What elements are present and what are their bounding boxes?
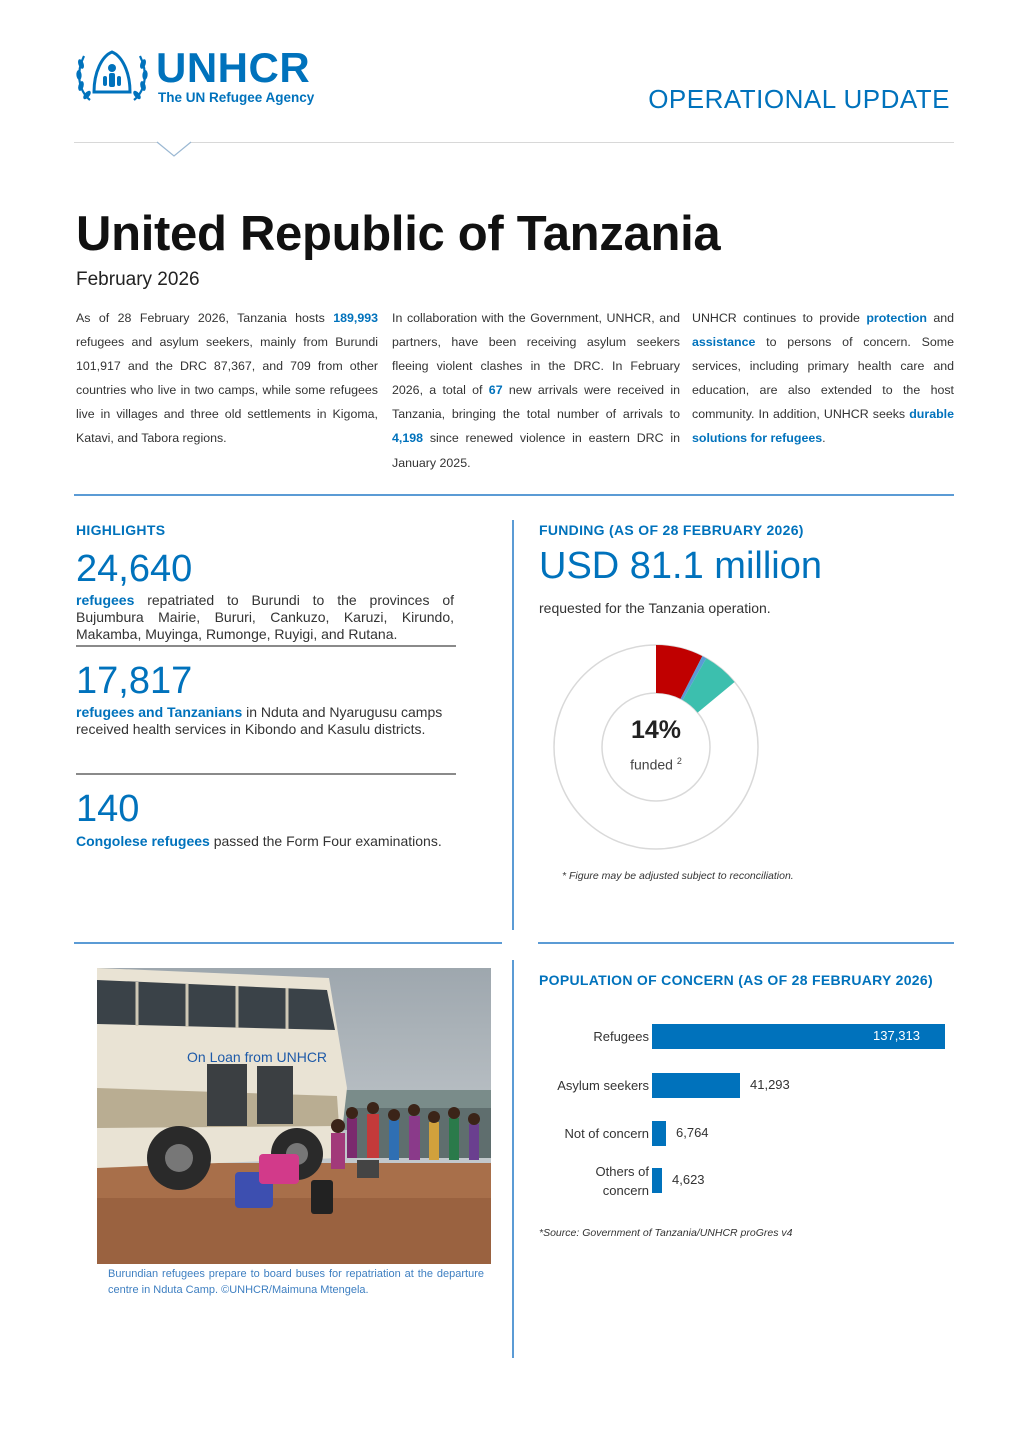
- population-bar-chart: [539, 1016, 954, 1216]
- logo-tagline: The UN Refugee Agency: [158, 90, 315, 105]
- bar-value-label: 137,313: [873, 1028, 920, 1043]
- section-divider: [74, 494, 954, 496]
- highlight-divider: [76, 773, 456, 775]
- population-source: *Source: Government of Tanzania/UNHCR proGres v4: [539, 1227, 793, 1239]
- intro-text: In collaboration with the Government, UNHCR, and partners, have been receiving asylum seekers fleeing violent clashes in the DRC. In February 2026, a total of: [392, 311, 680, 398]
- intro-text: As of 28 February 2026, Tanzania hosts: [76, 311, 334, 325]
- bar-value-label: 4,623: [672, 1172, 705, 1187]
- bar-value-label: 6,764: [676, 1125, 709, 1140]
- footnote-marker: 2: [676, 756, 682, 766]
- highlight-link[interactable]: refugees and Tanzanians: [76, 704, 243, 720]
- unhcr-logo: [74, 42, 344, 108]
- highlight-number: 24,640: [76, 548, 193, 590]
- intro-text: .: [822, 431, 826, 446]
- funded-label: [606, 756, 706, 773]
- bus-lettering: On Loan from UNHCR: [187, 1049, 328, 1065]
- bar: [652, 1073, 740, 1098]
- population-heading: POPULATION OF CONCERN (AS OF 28 FEBRUARY 2026): [539, 972, 933, 988]
- assistance-link[interactable]: assistance: [692, 335, 756, 350]
- intro-text: to persons of concern. Some services, including primary health care and education, are also extended to the host community. In addition, UNHCR seeks: [692, 335, 954, 422]
- column-divider: [512, 520, 514, 930]
- intro-text: refugees and asylum seekers, mainly from Burundi 101,917 and the DRC 87,367, and 709 from other countries who live in two camps, while some refugees live in villages and three old settlements in Kigoma, Katavi, and Tabora regions.: [76, 335, 378, 446]
- funded-label-text: funded: [630, 756, 673, 773]
- photo-caption: Burundian refugees prepare to board buses for repatriation at the departure centre in Nduta Camp. ©UNHCR/Maimuna Mtengela.: [108, 1268, 484, 1296]
- report-date: February 2026: [76, 269, 200, 290]
- intro-link[interactable]: 67: [488, 383, 503, 398]
- highlights-heading: HIGHLIGHTS: [76, 522, 166, 538]
- highlight-text: [76, 704, 454, 738]
- highlight-number: 140: [76, 788, 140, 830]
- bar-value-label: 41,293: [750, 1077, 790, 1092]
- unhcr-emblem-icon: [74, 42, 150, 108]
- highlight-body: passed the Form Four examinations.: [209, 833, 442, 849]
- funding-amount: USD 81.1 million: [539, 545, 822, 587]
- bar-label: Asylum seekers: [557, 1078, 649, 1093]
- column-divider: [512, 960, 514, 1358]
- highlight-link[interactable]: refugees: [76, 592, 135, 608]
- section-divider: [74, 942, 502, 944]
- funding-donut-chart: [550, 638, 762, 856]
- intro-text: since renewed violence in eastern DRC in January 2025.: [392, 431, 680, 470]
- section-divider: [538, 942, 954, 944]
- protection-link[interactable]: protection: [866, 311, 927, 325]
- repatriation-photo: [97, 968, 491, 1264]
- highlight-link[interactable]: Congolese refugees: [76, 833, 210, 849]
- highlight-divider: [76, 645, 456, 647]
- funding-heading: FUNDING (AS OF 28 FEBRUARY 2026): [539, 522, 804, 538]
- header-notch-icon: [156, 141, 192, 159]
- durable-solutions-link[interactable]: durable solutions for refugees: [692, 407, 954, 446]
- highlight-body: in Nduta and Nyarugusu camps received health services in Kibondo and Kasulu districts.: [76, 704, 443, 737]
- highlight-text: [76, 592, 454, 643]
- bar-label: Others of concern: [595, 1164, 649, 1198]
- bar-label: Refugees: [593, 1029, 649, 1044]
- logo-name: UNHCR: [156, 44, 311, 91]
- intro-column-2: [392, 306, 680, 475]
- intro-link[interactable]: 189,993: [333, 311, 378, 325]
- donut-inner-ring: [602, 693, 710, 801]
- intro-link[interactable]: 4,198: [392, 431, 424, 446]
- bar: [652, 1121, 666, 1146]
- page-title: United Republic of Tanzania: [76, 207, 721, 261]
- intro-text: new arrivals were received in Tanzania, bringing the total number of arrivals to: [392, 383, 681, 422]
- bar-label: Not of concern: [564, 1126, 649, 1141]
- bar: [652, 1168, 662, 1193]
- report-type-label: OPERATIONAL UPDATE: [648, 84, 950, 114]
- funding-note: * Figure may be adjusted subject to reconciliation.: [562, 870, 794, 882]
- highlight-body: repatriated to Burundi to the provinces of Bujumbura Mairie, Bururi, Cankuzo, Karuzi, Kirundo, Makamba, Muyinga, Rumonge, Ruyigi, and Rutana.: [76, 592, 454, 642]
- intro-text: UNHCR continues to provide: [692, 311, 867, 325]
- intro-column-1: [76, 306, 378, 451]
- intro-text: and: [926, 311, 954, 325]
- highlight-number: 17,817: [76, 660, 193, 702]
- photo-illustration: [97, 968, 491, 1264]
- header-divider: [74, 142, 954, 143]
- funded-percent: 14%: [630, 716, 682, 744]
- funding-subtitle: requested for the Tanzania operation.: [539, 600, 771, 616]
- intro-column-3: [692, 306, 954, 451]
- highlight-text: [76, 833, 496, 850]
